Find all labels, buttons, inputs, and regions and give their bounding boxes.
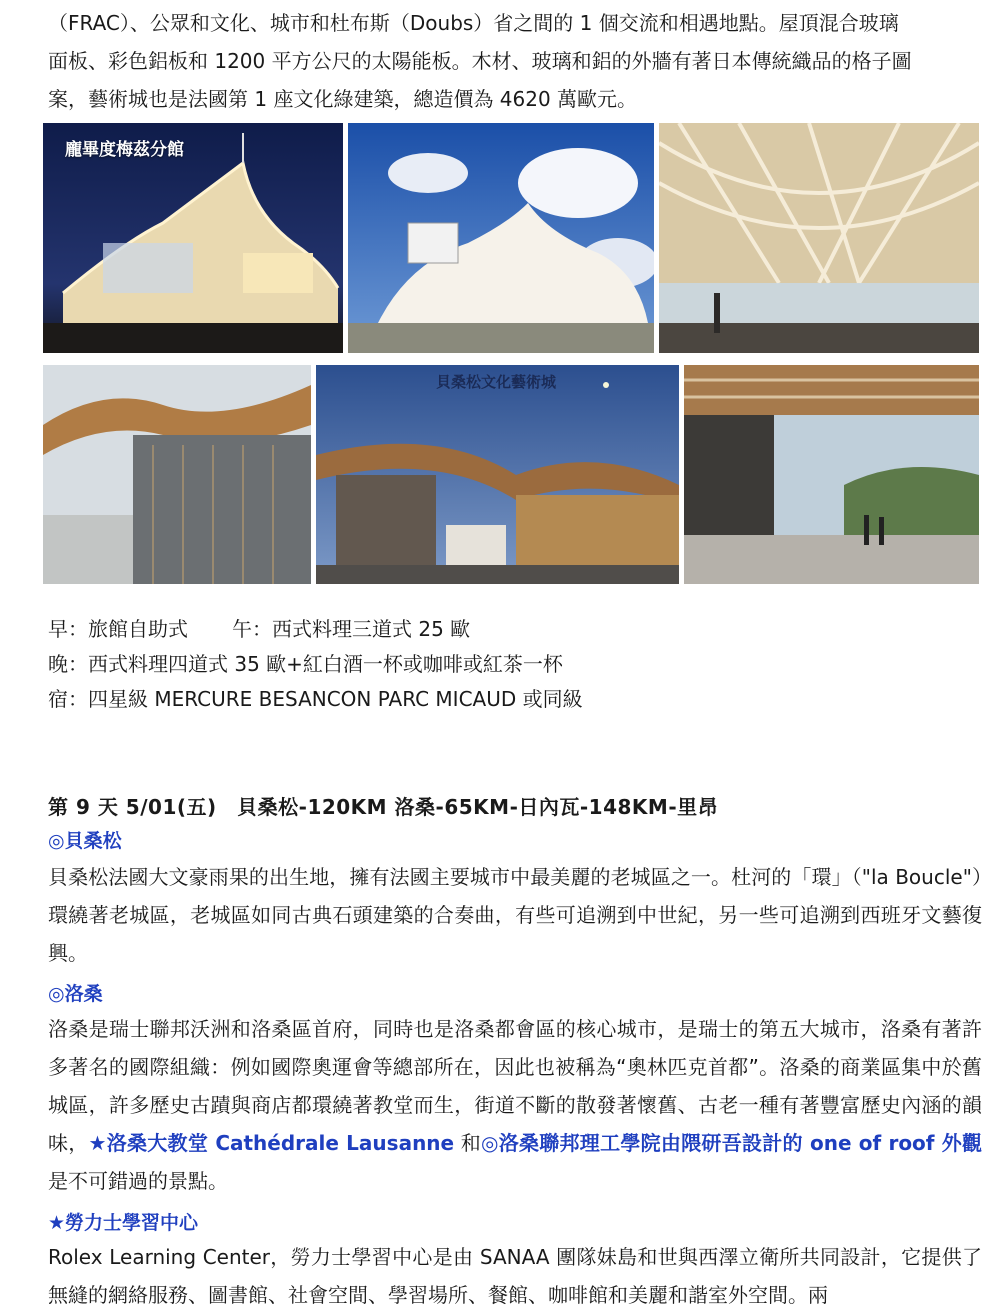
lausanne-body: 洛桑是瑞士聯邦沃洲和洛桑區首府，同時也是洛桑都會區的核心城市，是瑞士的第五大城市，洛桑有著許多著名的國際組織：例如國際奧運會等總部所在，因此也被稱為“奧林匹克首都”。洛桑的商業區集中於舊城區，許多歷史古蹟與商店都環繞著教堂而生，街道不斷的散發著懷舊、古老一種有著豐富歷史內涵的韻味， [48,1017,982,1155]
intro-paragraph [48,4,982,118]
hotel-text: 宿：四星級 MERCURE BESANCON PARC MICAUD 或同級 [48,687,583,711]
photo-caption-besancon: 貝桑松文化藝術城 [436,373,557,391]
day-heading: 第 9 天 5/01(五) 貝桑松-120KM 洛桑-65KM-日內瓦-148KM-里昂 [48,795,719,819]
dinner-text: 晚：西式料理四道式 35 歐+紅白酒一杯或咖啡或紅茶一杯 [48,652,563,676]
intro-line: 面板、彩色鋁板和 1200 平方公尺的太陽能板。木材、玻璃和鋁的外牆有著日本傳統織品的格子圖 [48,49,912,73]
intro-line: 案，藝術城也是法國第 1 座文化綠建築，總造價為 4620 萬歐元。 [48,87,638,111]
lunch-text: 午：西式料理三道式 25 歐 [232,617,471,641]
meal-row-1 [48,612,470,647]
photo-caption-metz: 龐畢度梅茲分館 [65,140,184,160]
section-heading-lausanne: ◎洛桑 [48,983,103,1005]
breakfast-text: 早：旅館自助式 [48,617,188,641]
and-text: 和 [454,1131,482,1155]
section-heading-rolex: ★勞力士學習中心 [48,1212,199,1234]
cathedral-highlight: ★洛桑大教堂 Cathédrale Lausanne [88,1131,455,1155]
photo-besancon-plaza [684,365,979,584]
photo-besancon-facade [43,365,311,584]
besancon-paragraph: 貝桑松法國大文豪雨果的出生地，擁有法國主要城市中最美麗的老城區之一。杜河的「環」（"la Boucle"）環繞著老城區，老城區如同古典石頭建築的合奏曲，有些可追溯到中世紀，另一些可追溯到西班牙文藝復興。 [48,865,982,965]
rolex-paragraph: Rolex Learning Center，勞力士學習中心是由 SANAA 團隊妹島和世與西澤立衛所共同設計，它提供了無縫的網絡服務、圖書館、社會空間、學習場所、餐館、咖啡館和美麗和諧室外空間。兩 [48,1245,982,1307]
photo-pompidou-metz-day [348,123,654,353]
lausanne-tail: 是不可錯過的景點。 [48,1169,228,1193]
section-heading-besancon: ◎貝桑松 [48,830,122,852]
epfl-highlight: ◎洛桑聯邦理工學院由隈研吾設計的 one of roof 外觀 [481,1131,982,1155]
photo-pompidou-metz-night [43,123,343,353]
photo-besancon-dusk [316,365,679,584]
intro-line: （FRAC）、公眾和文化、城市和杜布斯（Doubs）省之間的 1 個交流和相遇地點。屋頂混合玻璃 [48,11,899,35]
lausanne-paragraph [48,1010,982,1200]
photo-pompidou-metz-interior [659,123,979,353]
